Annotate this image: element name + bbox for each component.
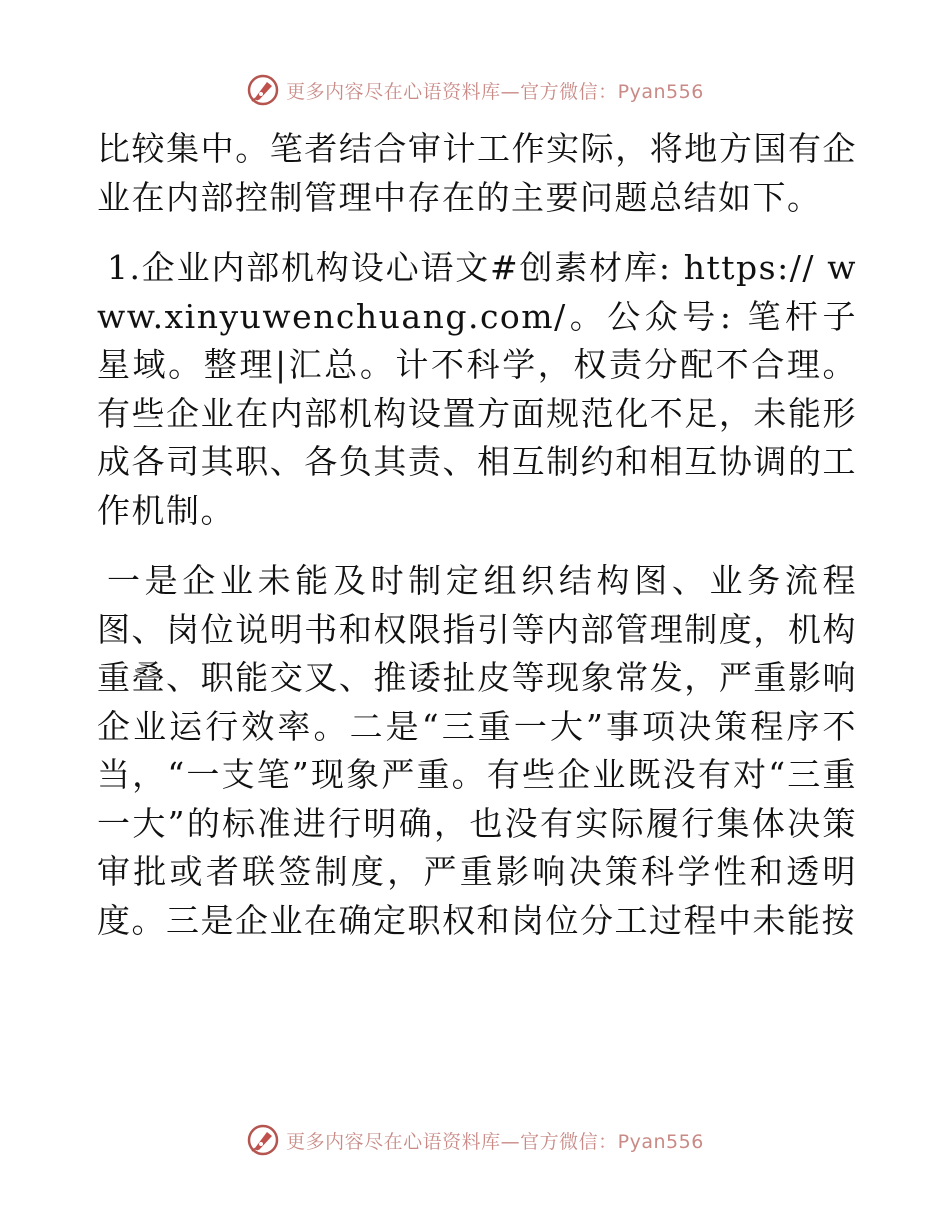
pen-nib-logo-icon: [246, 73, 280, 107]
paragraph-intro: 比较集中。笔者结合审计工作实际，将地方国有企业在内部控制管理中存在的主要问题总结如下。: [97, 129, 857, 217]
footer-watermark-banner: [0, 1120, 950, 1160]
document-body: [97, 125, 857, 945]
paragraph-details: 一是企业未能及时制定组织结构图、业务流程图、岗位说明书和权限指引等内部管理制度，机构重叠、职能交叉、推诿扯皮等现象常发，严重影响企业运行效率。二是“三重一大”事项决策程序不当，“一支笔”现象严重。有些企业既没有对“三重一大”的标准进行明确，也没有实际履行集体决策审批或者联签制度，严重影响决策科学性和透明度。三是企业在确定职权和岗位分工过程中未能按: [97, 561, 857, 940]
header-watermark-banner: [0, 70, 950, 110]
pen-nib-logo-icon: [246, 1123, 280, 1157]
header-watermark-text: 更多内容尽在心语资料库—官方微信：Pyan556: [286, 80, 704, 103]
footer-watermark-text: 更多内容尽在心语资料库—官方微信：Pyan556: [286, 1130, 704, 1153]
paragraph-section-1: 1.企业内部机构设心语文#创素材库: https:// www.xinyuwenchuang.com/。公众号: 笔杆子星域。整理|汇总。计不科学，权责分配不合理。有些企业在内部机构设置方面规范化不足，未能形成各司其职、各负其责、相互制约和相互协调的工作机制。: [97, 248, 857, 530]
